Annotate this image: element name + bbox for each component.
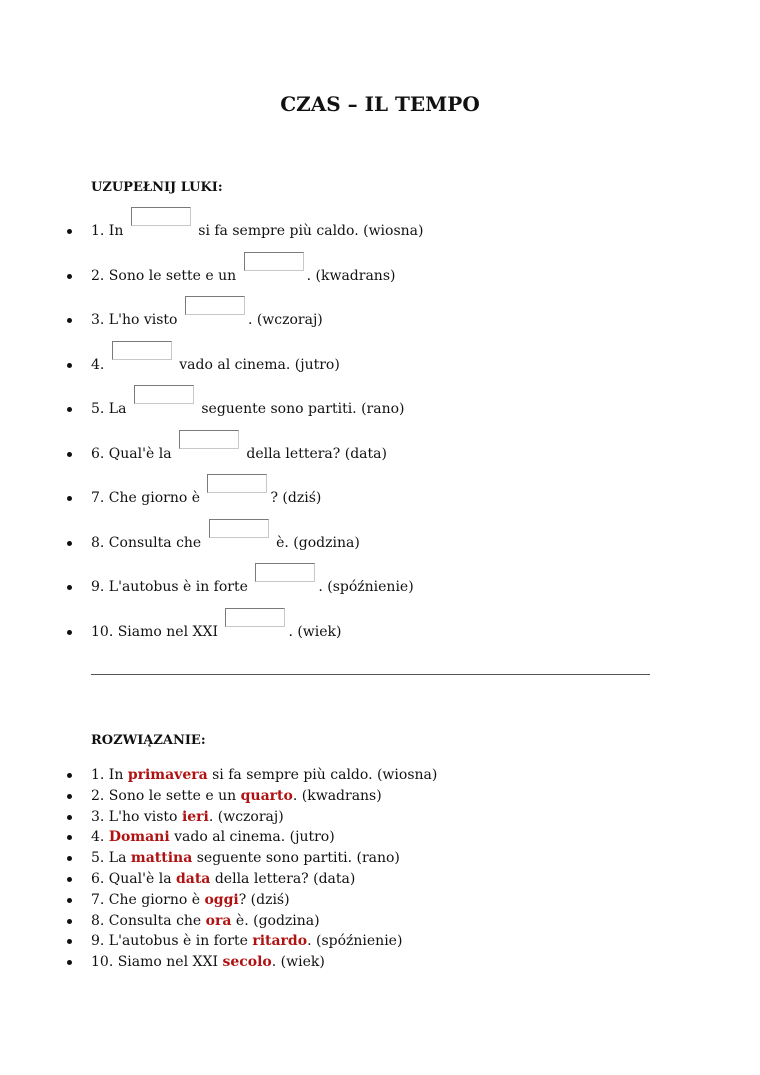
- exercise-text-after: si fa sempre più caldo. (wiosna): [193, 223, 424, 239]
- solution-answer: mattina: [130, 850, 193, 867]
- solution-text-before: 1. In: [91, 767, 128, 783]
- exercise-text-before: 10. Siamo nel XXI: [91, 623, 223, 640]
- exercise-item-8: [0, 525, 700, 570]
- solution-text-after: ? (dziś): [238, 891, 290, 908]
- blank-input-6[interactable]: [179, 430, 239, 449]
- solution-list: [0, 765, 700, 973]
- solution-answer: secolo: [222, 954, 272, 971]
- blank-input-10[interactable]: [225, 608, 285, 627]
- exercise-item-6: [0, 436, 700, 481]
- blank-input-9[interactable]: [255, 563, 315, 582]
- blank-input-7[interactable]: [207, 474, 267, 493]
- solution-item-5: [0, 848, 700, 869]
- blank-input-2[interactable]: [244, 252, 304, 271]
- solution-text-after: . (wiek): [271, 954, 325, 971]
- solution-answer: quarto: [240, 787, 293, 804]
- exercise-item-7: [0, 480, 700, 525]
- bullet-icon: [67, 318, 72, 323]
- bullet-icon: [67, 960, 72, 965]
- solution-item-1: [0, 765, 700, 786]
- blank-input-8[interactable]: [209, 519, 269, 538]
- solution-answer: Domani: [108, 829, 170, 846]
- solution-item-7: [0, 890, 700, 911]
- blank-input-1[interactable]: [131, 207, 191, 226]
- solution-text-after: si fa sempre più caldo. (wiosna): [207, 767, 438, 783]
- solution-text-after: seguente sono partiti. (rano): [192, 850, 400, 867]
- bullet-icon: [67, 794, 72, 799]
- exercise-text-after: . (spóźnienie): [318, 579, 414, 595]
- page-title: CZAS – IL TEMPO: [280, 92, 480, 116]
- bullet-icon: [67, 541, 72, 546]
- solution-text-before: 7. Che giorno è: [91, 891, 205, 908]
- exercise-text-before: 6. Qual'è la: [91, 445, 176, 462]
- solution-item-3: [0, 807, 700, 828]
- bullet-icon: [67, 496, 72, 501]
- exercise-text-before: 3. L'ho visto: [91, 312, 182, 328]
- solution-item-8: [0, 911, 700, 932]
- exercise-text-after: vado al cinema. (jutro): [174, 356, 340, 373]
- exercise-text-after: . (wczoraj): [247, 312, 323, 328]
- bullet-icon: [67, 835, 72, 840]
- bullet-icon: [67, 274, 72, 279]
- solution-text-before: 6. Qual'è la: [91, 870, 176, 887]
- bullet-icon: [67, 452, 72, 457]
- bullet-icon: [67, 407, 72, 412]
- exercise-item-2: [0, 258, 700, 303]
- exercise-text-after: . (kwadrans): [306, 267, 396, 284]
- solution-item-9: [0, 931, 700, 952]
- solution-text-before: 3. L'ho visto: [91, 808, 182, 825]
- exercise-text-before: 5. La: [91, 401, 131, 417]
- exercise-text-after: seguente sono partiti. (rano): [196, 401, 405, 417]
- solution-answer: oggi: [204, 891, 239, 908]
- exercise-item-9: [0, 569, 700, 614]
- exercise-text-after: . (wiek): [288, 623, 342, 640]
- solution-answer: ritardo: [252, 933, 308, 950]
- blank-input-3[interactable]: [185, 296, 245, 315]
- solution-item-6: [0, 869, 700, 890]
- exercise-text-before: 1. In: [91, 223, 128, 239]
- solution-text-after: . (kwadrans): [292, 787, 382, 804]
- bullet-icon: [67, 856, 72, 861]
- solution-item-10: [0, 952, 700, 973]
- exercise-text-after: della lettera? (data): [241, 445, 387, 462]
- exercise-text-after: è. (godzina): [271, 534, 360, 551]
- exercise-text-before: 4.: [91, 356, 109, 373]
- bullet-icon: [67, 919, 72, 924]
- exercise-item-4: [0, 347, 700, 392]
- solution-answer: ora: [205, 912, 232, 929]
- blank-input-5[interactable]: [134, 385, 194, 404]
- solution-text-after: . (wczoraj): [208, 808, 284, 825]
- bullet-icon: [67, 229, 72, 234]
- bullet-icon: [67, 815, 72, 820]
- bullet-icon: [67, 898, 72, 903]
- bullet-icon: [67, 939, 72, 944]
- solution-answer: primavera: [127, 767, 208, 783]
- exercise-text-before: 8. Consulta che: [91, 534, 206, 551]
- solution-text-before: 4.: [91, 829, 109, 846]
- exercise-text-before: 9. L'autobus è in forte: [91, 579, 253, 595]
- solution-text-before: 2. Sono le sette e un: [91, 787, 241, 804]
- blank-input-4[interactable]: [112, 341, 172, 360]
- solution-item-4: [0, 827, 700, 848]
- solution-text-before: 5. La: [91, 850, 131, 867]
- bullet-icon: [67, 630, 72, 635]
- solution-heading: ROZWIĄZANIE:: [91, 733, 206, 748]
- exercise-heading: UZUPEŁNIJ LUKI:: [91, 180, 223, 195]
- bullet-icon: [67, 585, 72, 590]
- solution-text-after: . (spóźnienie): [307, 933, 403, 950]
- exercise-item-3: [0, 302, 700, 347]
- bullet-icon: [67, 773, 72, 778]
- solution-text-after: vado al cinema. (jutro): [169, 829, 335, 846]
- solution-text-after: della lettera? (data): [210, 870, 356, 887]
- exercise-text-before: 2. Sono le sette e un: [91, 267, 241, 284]
- exercise-item-5: [0, 391, 700, 436]
- solution-text-before: 10. Siamo nel XXI: [91, 954, 223, 971]
- section-divider: [91, 674, 650, 675]
- exercise-text-after: ? (dziś): [270, 490, 322, 506]
- solution-answer: data: [175, 870, 211, 887]
- exercise-item-1: [0, 213, 700, 258]
- bullet-icon: [67, 877, 72, 882]
- solution-item-2: [0, 786, 700, 807]
- solution-text-before: 8. Consulta che: [91, 912, 206, 929]
- bullet-icon: [67, 363, 72, 368]
- exercise-item-10: [0, 614, 700, 659]
- exercise-text-before: 7. Che giorno è: [91, 490, 205, 506]
- solution-text-before: 9. L'autobus è in forte: [91, 933, 253, 950]
- solution-answer: ieri: [181, 808, 209, 825]
- exercise-list: [0, 213, 700, 658]
- solution-text-after: è. (godzina): [231, 912, 320, 929]
